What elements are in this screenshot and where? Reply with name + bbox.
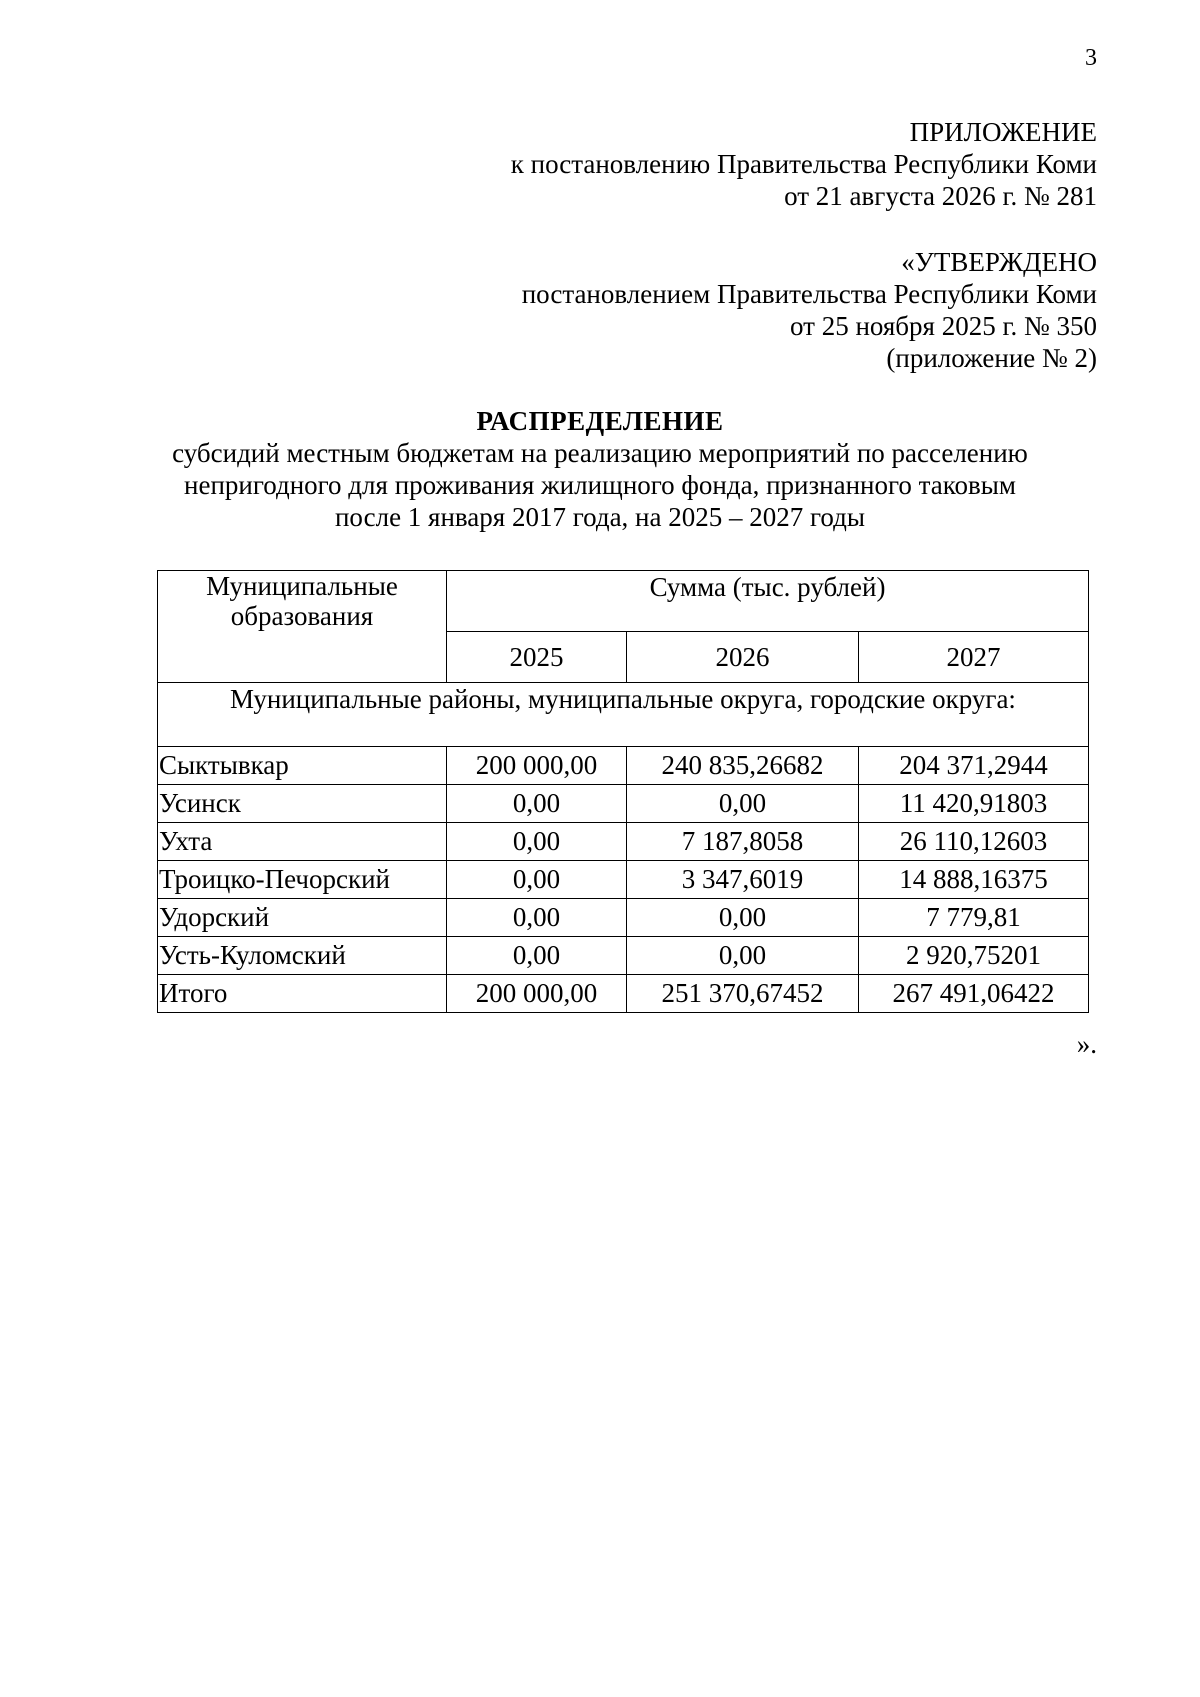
table-row [158,861,1089,899]
table-header-row [158,571,1089,632]
row-value-2027: 7 779,81 [859,899,1089,937]
title-main: РАСПРЕДЕЛЕНИЕ [476,406,724,436]
title-line-1: субсидий местным бюджетам на реализацию мероприятий по расселению [172,438,1028,468]
closing-quote: ». [1076,1029,1097,1059]
row-name: Ухта [158,823,447,861]
section-label: Муниципальные районы, муниципальные округа, городские округа: [158,683,1089,747]
document-title [0,405,1200,533]
table-row [158,823,1089,861]
row-name: Усинск [158,785,447,823]
row-value-2027: 26 110,12603 [859,823,1089,861]
appendix-header [511,116,1097,212]
row-value-2025: 0,00 [447,823,627,861]
appendix-date: от 21 августа 2026 г. № 281 [784,181,1097,211]
header-year-2027: 2027 [859,632,1089,683]
section-row [158,683,1089,747]
table-total-row [158,975,1089,1013]
title-line-2: непригодного для проживания жилищного фонда, признанного таковым [184,470,1016,500]
row-value-2027: 204 371,2944 [859,747,1089,785]
page-number: 3 [1085,45,1097,71]
row-value-2025: 0,00 [447,785,627,823]
row-value-2026: 240 835,26682 [627,747,859,785]
row-value-2026: 3 347,6019 [627,861,859,899]
table-row [158,899,1089,937]
row-value-2026: 0,00 [627,899,859,937]
header-municipalities: Муниципальные образования [158,571,447,683]
total-label: Итого [158,975,447,1013]
approved-header [522,246,1097,374]
row-value-2025: 200 000,00 [447,747,627,785]
row-value-2025: 0,00 [447,899,627,937]
header-sum: Сумма (тыс. рублей) [447,571,1089,632]
row-name: Троицко-Печорский [158,861,447,899]
total-value-2026: 251 370,67452 [627,975,859,1013]
approved-label: «УТВЕРЖДЕНО [901,247,1097,277]
approved-reference: постановлением Правительства Республики Коми [521,279,1097,309]
header-year-2026: 2026 [627,632,859,683]
row-name: Сыктывкар [158,747,447,785]
row-value-2027: 2 920,75201 [859,937,1089,975]
header-year-2025: 2025 [447,632,627,683]
appendix-reference: к постановлению Правительства Республики Коми [510,149,1097,179]
row-name: Удорский [158,899,447,937]
row-value-2026: 0,00 [627,785,859,823]
appendix-label: ПРИЛОЖЕНИЕ [909,117,1097,147]
row-value-2025: 0,00 [447,861,627,899]
approved-appendix-number: (приложение № 2) [886,343,1097,373]
table-row [158,937,1089,975]
row-value-2026: 0,00 [627,937,859,975]
total-value-2027: 267 491,06422 [859,975,1089,1013]
total-value-2025: 200 000,00 [447,975,627,1013]
approved-date: от 25 ноября 2025 г. № 350 [790,311,1097,341]
row-value-2026: 7 187,8058 [627,823,859,861]
row-name: Усть-Куломский [158,937,447,975]
distribution-table [157,570,1089,1013]
table-row [158,785,1089,823]
table-row [158,747,1089,785]
row-value-2027: 14 888,16375 [859,861,1089,899]
row-value-2025: 0,00 [447,937,627,975]
row-value-2027: 11 420,91803 [859,785,1089,823]
title-line-3: после 1 января 2017 года, на 2025 – 2027 годы [334,502,865,532]
